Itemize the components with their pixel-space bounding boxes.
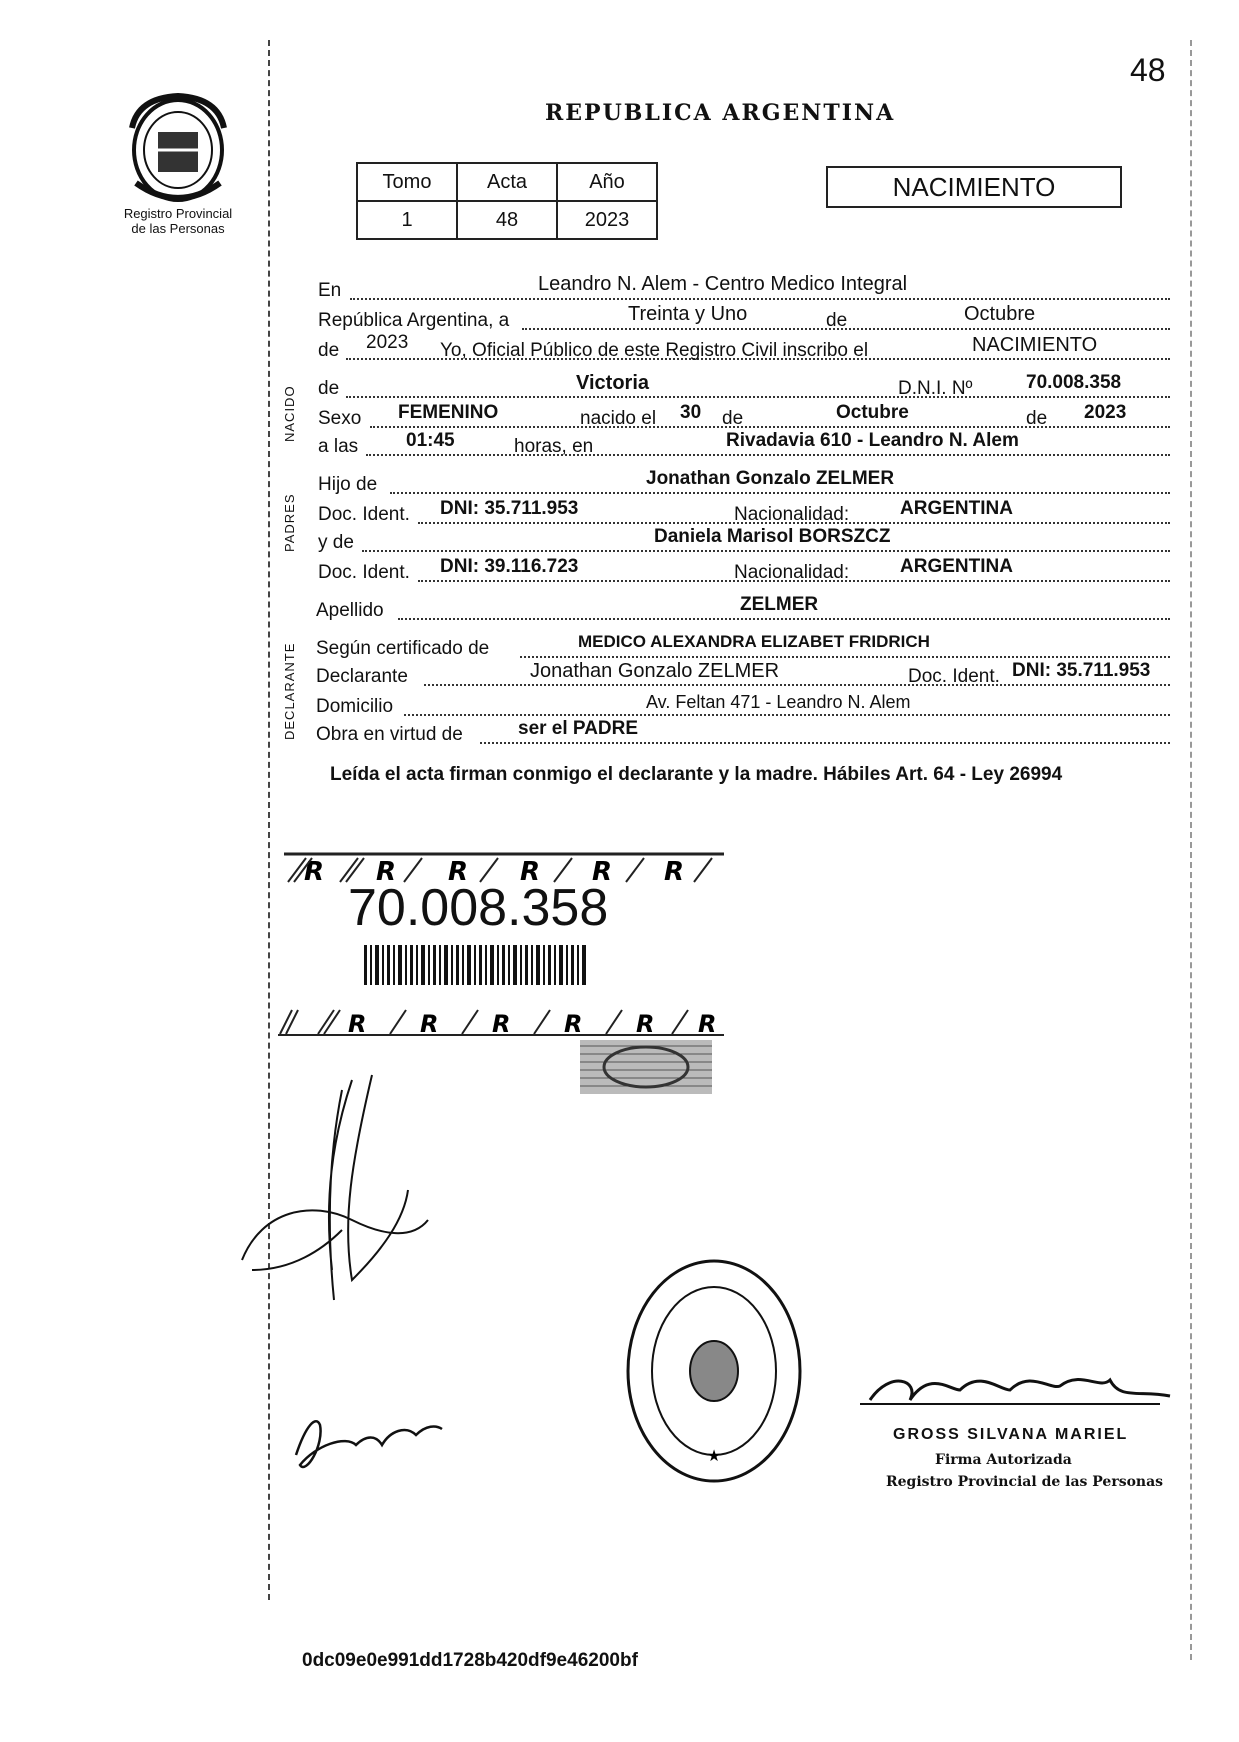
- dotted-line: [390, 492, 1170, 494]
- domicilio-label: Domicilio: [316, 696, 394, 717]
- svg-text:R: R: [520, 857, 541, 884]
- nacionalidad-label: Nacionalidad:: [734, 504, 850, 525]
- de-label: de: [826, 310, 848, 331]
- obra-label: Obra en virtud de: [316, 724, 463, 745]
- segun-label: Según certificado de: [316, 638, 490, 659]
- svg-text:R: R: [664, 857, 685, 884]
- svg-text:R: R: [448, 857, 469, 884]
- svg-text:R: R: [636, 1010, 655, 1036]
- dotted-line: [362, 550, 1170, 552]
- left-margin-line: [268, 40, 270, 1600]
- anio-value: 2023: [557, 201, 657, 239]
- fiscal-stamp-icon: [580, 1040, 712, 1094]
- dotted-line: [480, 742, 1170, 744]
- side-label-padres: PADRES: [282, 493, 297, 552]
- dotted-line: [346, 396, 1170, 398]
- dni-value: 70.008.358: [1026, 372, 1122, 393]
- svg-text:R: R: [348, 1010, 367, 1036]
- dni-label: D.N.I. Nº: [898, 378, 973, 399]
- tomo-acta-table: [356, 162, 658, 240]
- dotted-line: [398, 618, 1170, 620]
- de-label: de: [318, 340, 340, 361]
- barcode-icon: [362, 945, 588, 985]
- svg-text:★: ★: [706, 1446, 722, 1465]
- a-las-label: a las: [318, 436, 359, 457]
- de-label: de: [722, 408, 744, 429]
- horas-label: horas, en: [514, 436, 594, 457]
- domicilio-value: Av. Feltan 471 - Leandro N. Alem: [646, 692, 911, 712]
- declarant-signature-icon: [232, 1070, 432, 1310]
- acta-value: 48: [457, 201, 557, 239]
- doc-label: Doc. Ident.: [318, 504, 410, 525]
- doc-label: Doc. Ident.: [908, 666, 1000, 687]
- dotted-line: [366, 454, 1170, 456]
- side-label-declarante: DECLARANTE: [282, 642, 297, 740]
- dotted-line: [520, 656, 1170, 658]
- province-seal-icon: [118, 88, 238, 208]
- sexo-label: Sexo: [318, 408, 362, 429]
- tomo-value: 1: [357, 201, 457, 239]
- de-label: de: [1026, 408, 1048, 429]
- yde-label: y de: [318, 532, 354, 553]
- tomo-header: Tomo: [357, 163, 457, 201]
- doc-label: Doc. Ident.: [318, 562, 410, 583]
- birth-day-value: 30: [680, 402, 702, 423]
- registry-label: Registro Provincial de las Personas: [123, 206, 233, 236]
- time-value: 01:45: [406, 430, 455, 451]
- obra-value: ser el PADRE: [518, 718, 639, 739]
- father-value: Jonathan Gonzalo ZELMER: [646, 468, 895, 489]
- mother-doc-value: DNI: 39.116.723: [440, 556, 579, 577]
- declarante-value: Jonathan Gonzalo ZELMER: [530, 660, 780, 682]
- year-value: 2023: [366, 332, 409, 353]
- svg-text:R: R: [376, 857, 397, 884]
- closing-text: Leída el acta firman conmigo el declarante y la madre. Hábiles Art. 64 - Ley 26994: [330, 764, 1063, 785]
- document-hash: 0dc09e0e991dd1728b420df9e46200bf: [302, 1650, 638, 1671]
- declarante-doc-value: DNI: 35.711.953: [1012, 660, 1151, 681]
- dotted-line: [350, 298, 1170, 300]
- dotted-line: [424, 684, 1170, 686]
- father-nat-value: ARGENTINA: [900, 498, 1013, 519]
- official-registry: Registro Provincial de las Personas: [886, 1474, 1164, 1490]
- declarante-label: Declarante: [316, 666, 408, 687]
- birth-month-value: Octubre: [836, 402, 909, 423]
- dni-big-label: 70.008.358: [348, 879, 609, 937]
- dotted-line: [404, 714, 1170, 716]
- delegation-seal-icon: [624, 1256, 804, 1486]
- mother-signature-icon: [286, 1395, 446, 1485]
- official-signature-icon: [860, 1360, 1180, 1420]
- apellido-value: ZELMER: [740, 594, 819, 615]
- day-words-value: Treinta y Uno: [628, 303, 748, 325]
- hijo-label: Hijo de: [318, 474, 378, 495]
- month-value: Octubre: [964, 303, 1036, 325]
- acta-header: Acta: [457, 163, 557, 201]
- yo-label: Yo, Oficial Público de este Registro Civil inscribo el: [440, 340, 869, 361]
- right-margin-line: [1190, 40, 1192, 1660]
- nacionalidad-label: Nacionalidad:: [734, 562, 850, 583]
- de-label: de: [318, 378, 340, 399]
- certificado-value: MEDICO ALEXANDRA ELIZABET FRIDRICH: [578, 632, 930, 651]
- svg-text:R: R: [564, 1010, 583, 1036]
- sexo-value: FEMENINO: [398, 402, 499, 423]
- official-name: GROSS SILVANA MARIEL: [893, 1426, 1129, 1443]
- inscribo-value: NACIMIENTO: [972, 334, 1098, 356]
- nacido-label: nacido el: [580, 408, 657, 429]
- place-value: Leandro N. Alem - Centro Medico Integral: [538, 273, 908, 295]
- apellido-label: Apellido: [316, 600, 384, 621]
- svg-text:R: R: [420, 1010, 439, 1036]
- republica-label: República Argentina, a: [318, 310, 510, 331]
- mother-nat-value: ARGENTINA: [900, 556, 1013, 577]
- father-doc-value: DNI: 35.711.953: [440, 498, 579, 519]
- svg-text:R: R: [492, 1010, 511, 1036]
- en-label: En: [318, 280, 342, 301]
- r-stamp-row-bottom-icon: [278, 1006, 724, 1036]
- child-name-value: Victoria: [576, 372, 649, 394]
- mother-value: Daniela Marisol BORSZCZ: [654, 526, 891, 547]
- anio-header: Año: [557, 163, 657, 201]
- birth-year-value: 2023: [1084, 402, 1127, 423]
- svg-text:R: R: [304, 857, 325, 884]
- record-type-box: NACIMIENTO: [826, 166, 1122, 208]
- svg-text:R: R: [698, 1010, 717, 1036]
- official-title: Firma Autorizada: [935, 1452, 1072, 1468]
- country-title: REPUBLICA ARGENTINA: [545, 100, 896, 126]
- svg-text:R: R: [592, 857, 613, 884]
- page-number: 48: [1130, 52, 1166, 88]
- dotted-line: [370, 426, 1170, 428]
- side-label-nacido: NACIDO: [282, 385, 297, 442]
- birth-place-value: Rivadavia 610 - Leandro N. Alem: [726, 430, 1019, 451]
